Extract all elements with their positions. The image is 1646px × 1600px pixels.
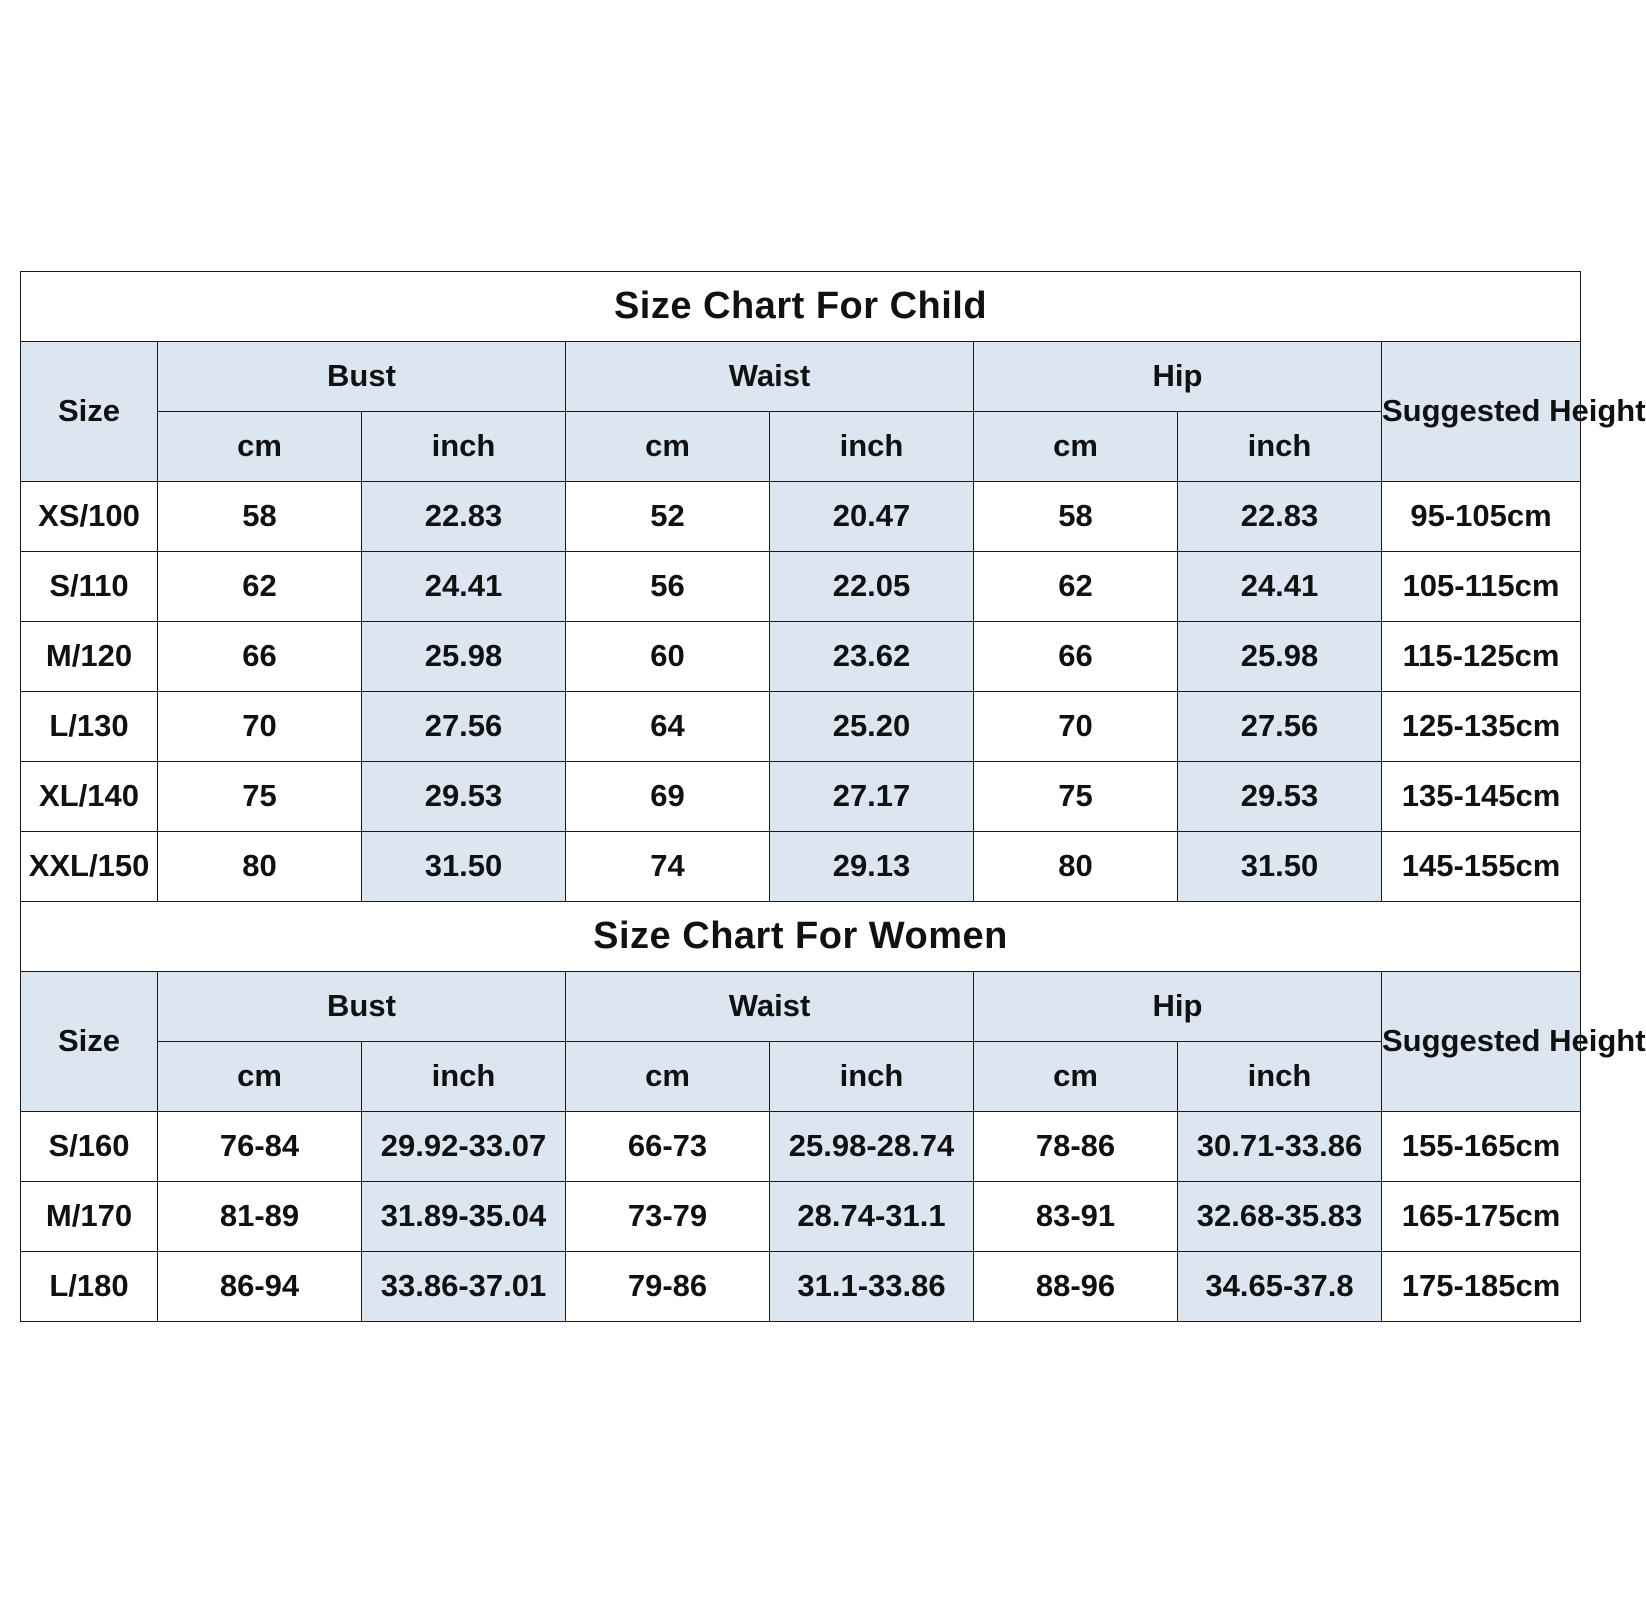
size-chart xyxy=(20,271,1646,1322)
child-chart-title: Size Chart For Child xyxy=(21,272,1581,342)
table-row xyxy=(21,1252,1581,1322)
size-chart-table xyxy=(20,271,1646,1322)
hip-cm-cell: 78-86 xyxy=(974,1112,1178,1182)
table-row xyxy=(21,762,1581,832)
table-row xyxy=(21,692,1581,762)
bust-cm-cell: 58 xyxy=(158,482,362,552)
size-cell: M/170 xyxy=(21,1182,158,1252)
bust-inch-cell: 33.86-37.01 xyxy=(362,1252,566,1322)
hip-inch-cell: 25.98 xyxy=(1178,622,1382,692)
bust-cm-cell: 75 xyxy=(158,762,362,832)
hip-inch-cell: 27.56 xyxy=(1178,692,1382,762)
table-row xyxy=(21,482,1581,552)
bust-cm-cell: 81-89 xyxy=(158,1182,362,1252)
size-cell: S/110 xyxy=(21,552,158,622)
bust-inch-cell: 22.83 xyxy=(362,482,566,552)
women-header-size: Size xyxy=(21,972,158,1112)
child-header-waist-inch: inch xyxy=(770,412,974,482)
hip-inch-cell: 31.50 xyxy=(1178,832,1382,902)
hip-inch-cell: 24.41 xyxy=(1178,552,1382,622)
table-row xyxy=(21,552,1581,622)
women-header-suggested-height: Suggested Height xyxy=(1382,972,1581,1112)
waist-cm-cell: 60 xyxy=(566,622,770,692)
size-cell: L/130 xyxy=(21,692,158,762)
waist-inch-cell: 20.47 xyxy=(770,482,974,552)
height-cell: 125-135cm xyxy=(1382,692,1581,762)
table-row xyxy=(21,622,1581,692)
bust-cm-cell: 86-94 xyxy=(158,1252,362,1322)
table-row xyxy=(21,1182,1581,1252)
waist-cm-cell: 79-86 xyxy=(566,1252,770,1322)
hip-cm-cell: 88-96 xyxy=(974,1252,1178,1322)
women-header-waist-cm: cm xyxy=(566,1042,770,1112)
hip-inch-cell: 32.68-35.83 xyxy=(1178,1182,1382,1252)
bust-cm-cell: 66 xyxy=(158,622,362,692)
bust-inch-cell: 25.98 xyxy=(362,622,566,692)
hip-inch-cell: 30.71-33.86 xyxy=(1178,1112,1382,1182)
bust-inch-cell: 27.56 xyxy=(362,692,566,762)
size-cell: S/160 xyxy=(21,1112,158,1182)
size-cell: XL/140 xyxy=(21,762,158,832)
hip-inch-cell: 22.83 xyxy=(1178,482,1382,552)
height-cell: 135-145cm xyxy=(1382,762,1581,832)
child-header-hip-inch: inch xyxy=(1178,412,1382,482)
bust-inch-cell: 29.92-33.07 xyxy=(362,1112,566,1182)
child-header-suggested-height: Suggested Height xyxy=(1382,342,1581,482)
hip-cm-cell: 75 xyxy=(974,762,1178,832)
hip-cm-cell: 80 xyxy=(974,832,1178,902)
size-cell: L/180 xyxy=(21,1252,158,1322)
height-cell: 105-115cm xyxy=(1382,552,1581,622)
women-header-waist-inch: inch xyxy=(770,1042,974,1112)
women-title-row xyxy=(21,902,1581,972)
bust-inch-cell: 29.53 xyxy=(362,762,566,832)
waist-inch-cell: 29.13 xyxy=(770,832,974,902)
bust-inch-cell: 24.41 xyxy=(362,552,566,622)
hip-cm-cell: 66 xyxy=(974,622,1178,692)
size-cell: XS/100 xyxy=(21,482,158,552)
waist-cm-cell: 66-73 xyxy=(566,1112,770,1182)
women-header-bust-inch: inch xyxy=(362,1042,566,1112)
bust-inch-cell: 31.89-35.04 xyxy=(362,1182,566,1252)
child-header-hip: Hip xyxy=(974,342,1382,412)
waist-cm-cell: 56 xyxy=(566,552,770,622)
child-header-size: Size xyxy=(21,342,158,482)
table-row xyxy=(21,1112,1581,1182)
hip-inch-cell: 34.65-37.8 xyxy=(1178,1252,1382,1322)
waist-cm-cell: 74 xyxy=(566,832,770,902)
child-header-row xyxy=(21,342,1581,412)
hip-cm-cell: 58 xyxy=(974,482,1178,552)
child-title-row xyxy=(21,272,1581,342)
hip-cm-cell: 62 xyxy=(974,552,1178,622)
bust-cm-cell: 76-84 xyxy=(158,1112,362,1182)
hip-cm-cell: 70 xyxy=(974,692,1178,762)
child-header-waist: Waist xyxy=(566,342,974,412)
waist-inch-cell: 25.20 xyxy=(770,692,974,762)
bust-cm-cell: 70 xyxy=(158,692,362,762)
size-cell: M/120 xyxy=(21,622,158,692)
height-cell: 115-125cm xyxy=(1382,622,1581,692)
women-chart-title: Size Chart For Women xyxy=(21,902,1581,972)
table-row xyxy=(21,832,1581,902)
waist-inch-cell: 25.98-28.74 xyxy=(770,1112,974,1182)
bust-inch-cell: 31.50 xyxy=(362,832,566,902)
women-header-hip-cm: cm xyxy=(974,1042,1178,1112)
child-header-waist-cm: cm xyxy=(566,412,770,482)
waist-inch-cell: 22.05 xyxy=(770,552,974,622)
height-cell: 165-175cm xyxy=(1382,1182,1581,1252)
height-cell: 155-165cm xyxy=(1382,1112,1581,1182)
women-header-bust-cm: cm xyxy=(158,1042,362,1112)
waist-cm-cell: 73-79 xyxy=(566,1182,770,1252)
bust-cm-cell: 80 xyxy=(158,832,362,902)
waist-inch-cell: 23.62 xyxy=(770,622,974,692)
waist-inch-cell: 31.1-33.86 xyxy=(770,1252,974,1322)
height-cell: 145-155cm xyxy=(1382,832,1581,902)
size-cell: XXL/150 xyxy=(21,832,158,902)
child-header-bust: Bust xyxy=(158,342,566,412)
waist-inch-cell: 28.74-31.1 xyxy=(770,1182,974,1252)
women-subheader-row xyxy=(21,1042,1581,1112)
hip-inch-cell: 29.53 xyxy=(1178,762,1382,832)
child-header-bust-cm: cm xyxy=(158,412,362,482)
height-cell: 175-185cm xyxy=(1382,1252,1581,1322)
women-header-hip-inch: inch xyxy=(1178,1042,1382,1112)
women-header-waist: Waist xyxy=(566,972,974,1042)
waist-inch-cell: 27.17 xyxy=(770,762,974,832)
bust-cm-cell: 62 xyxy=(158,552,362,622)
women-header-hip: Hip xyxy=(974,972,1382,1042)
hip-cm-cell: 83-91 xyxy=(974,1182,1178,1252)
waist-cm-cell: 69 xyxy=(566,762,770,832)
child-header-bust-inch: inch xyxy=(362,412,566,482)
height-cell: 95-105cm xyxy=(1382,482,1581,552)
women-header-row xyxy=(21,972,1581,1042)
women-header-bust: Bust xyxy=(158,972,566,1042)
waist-cm-cell: 52 xyxy=(566,482,770,552)
waist-cm-cell: 64 xyxy=(566,692,770,762)
child-subheader-row xyxy=(21,412,1581,482)
child-header-hip-cm: cm xyxy=(974,412,1178,482)
